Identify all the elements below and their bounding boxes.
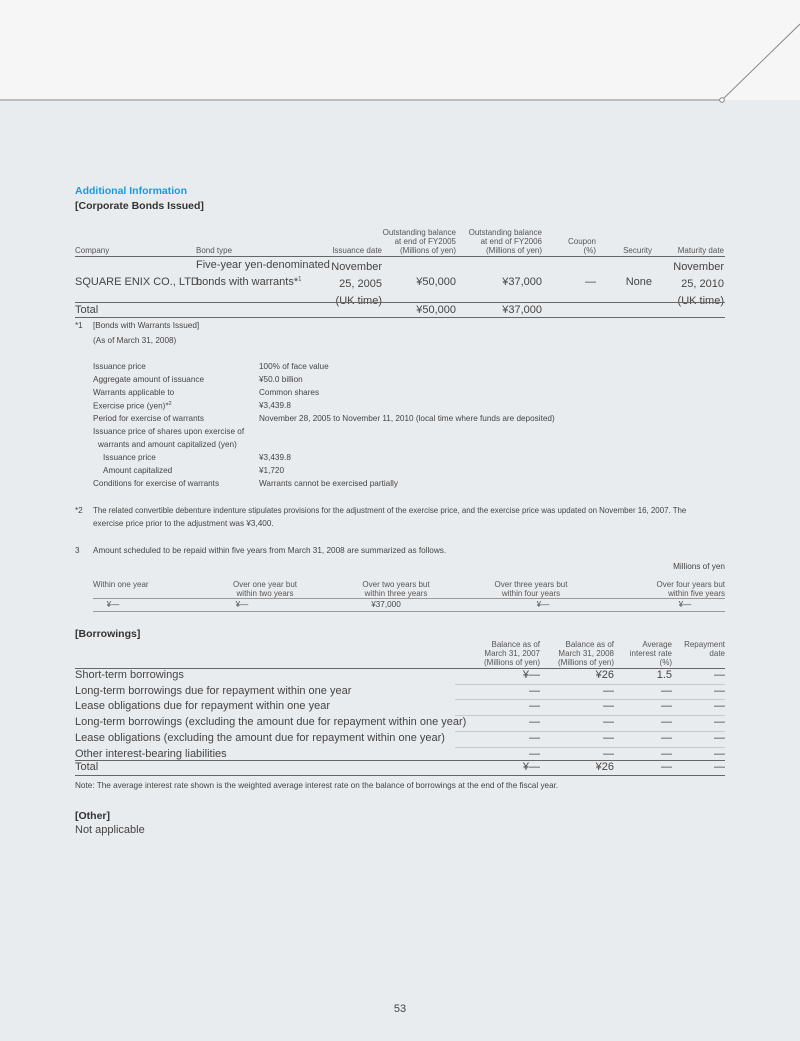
borrowings-repayment-date: — xyxy=(714,684,725,697)
table-rule xyxy=(75,775,725,776)
borrowings-repayment-date: — xyxy=(714,716,725,729)
borrowings-balance-2008: — xyxy=(603,747,614,760)
bond-maturity-date: November 25, 2010 (UK time) xyxy=(673,261,724,307)
borrowings-row-label: Long-term borrowings due for repayment within one year xyxy=(75,684,352,697)
borrowings-interest-rate: — xyxy=(661,684,672,697)
borrowings-row-label: Lease obligations (excluding the amount due for repayment within one year) xyxy=(75,731,445,744)
bond-type-line1: Five-year yen-denominated xyxy=(196,259,330,271)
note1-label: Exercise price (yen)*$^2$ xyxy=(93,401,172,411)
borrowings-row-label: Lease obligations due for repayment within one year xyxy=(75,700,330,713)
note1-value: ¥1,720 xyxy=(259,466,285,475)
repay-header: Over four years but within five years xyxy=(656,580,725,598)
note1-label: warrants and amount capitalized (yen) xyxy=(98,440,237,449)
repay-value: ¥— xyxy=(235,600,249,609)
bond-total-fy2006: ¥37,000 xyxy=(502,304,542,316)
bond-security: None xyxy=(625,276,652,288)
page-number: 53 xyxy=(393,1003,407,1015)
repay-header: Over three years but within four years xyxy=(494,580,568,598)
table-rule xyxy=(75,302,725,303)
borrowings-balance-2008: — xyxy=(603,700,614,713)
table-rule xyxy=(93,598,725,599)
note2-marker: *2 xyxy=(75,506,83,515)
note1-asof: (As of March 31, 2008) xyxy=(93,336,177,345)
bond-coupon: — xyxy=(585,276,596,288)
borrowings-balance-2007: ¥— xyxy=(522,669,540,681)
header-outstanding-fy2005: Outstanding balance at end of FY2005 (Millions of yen) xyxy=(382,228,456,255)
note1-label: Issuance price xyxy=(93,362,146,371)
borrowings-balance-2008: — xyxy=(603,684,614,697)
header-balance-2008: Balance as of March 31, 2008 (Millions of yen) xyxy=(557,640,614,667)
header-balance-2007: Balance as of March 31, 2007 (Millions of yen) xyxy=(483,640,540,667)
borrowings-row-label: Long-term borrowings (excluding the amount due for repayment within one year) xyxy=(75,716,467,729)
repay-header: Over two years but within three years xyxy=(362,580,430,598)
bond-company: SQUARE ENIX CO., LTD. xyxy=(75,276,202,288)
borrowings-balance-2007: — xyxy=(529,716,540,729)
borrowings-repayment-date: — xyxy=(714,747,725,760)
borrowings-interest-rate: 1.5 xyxy=(656,669,672,681)
bond-fy2005: ¥50,000 xyxy=(416,276,456,288)
header-outstanding-fy2006: Outstanding balance at end of FY2006 (Millions of yen) xyxy=(468,228,542,255)
note3-marker: 3 xyxy=(75,546,80,555)
bond-fy2006: ¥37,000 xyxy=(502,276,542,288)
borrowings-repayment-date: — xyxy=(714,700,725,713)
repay-header: Within one year xyxy=(93,580,149,589)
note1-value: Common shares xyxy=(259,388,320,397)
note1-value: 100% of face value xyxy=(259,362,329,371)
borrowings-balance-2007: — xyxy=(529,684,540,697)
header-bond-type: Bond type xyxy=(196,246,233,255)
borrowings-total-repay: — xyxy=(714,761,725,773)
note1-marker: *1 xyxy=(75,321,83,330)
borrowings-title: [Borrowings] xyxy=(75,628,141,640)
borrowings-repayment-date: — xyxy=(714,669,725,681)
repay-value: ¥— xyxy=(536,600,550,609)
other-text: Not applicable xyxy=(75,824,145,836)
note1-label: Amount capitalized xyxy=(103,466,173,475)
note1-value: ¥50.0 billion xyxy=(259,375,303,384)
header-repayment-date: Repayment date xyxy=(684,640,725,658)
borrowings-row-label: Other interest-bearing liabilities xyxy=(75,747,227,760)
note2-line1: The related convertible debenture indenture stipulates provisions for the adjustment of the exercise price, and the exercise price was updated on November 16, 2007. The xyxy=(93,506,687,515)
borrowings-balance-2007: — xyxy=(529,747,540,760)
note1-value: ¥3,439.8 xyxy=(259,401,291,410)
table-rule xyxy=(93,611,725,612)
repay-value: ¥— xyxy=(106,600,120,609)
borrowings-total-2007: ¥— xyxy=(522,761,540,773)
note1-label: Period for exercise of warrants xyxy=(93,414,205,423)
repay-value: ¥— xyxy=(678,600,692,609)
table-rule xyxy=(75,256,725,257)
note1-title: [Bonds with Warrants Issued] xyxy=(93,321,200,330)
bond-total-label: Total xyxy=(75,304,99,316)
header-interest-rate: Average interest rate (%) xyxy=(629,640,672,667)
bond-issuance-date: November 25, 2005 (UK time) xyxy=(331,261,382,307)
note1-label: Issuance price of shares upon exercise of xyxy=(93,427,245,436)
header-corner-line xyxy=(0,0,800,110)
header-security: Security xyxy=(623,246,652,255)
other-title: [Other] xyxy=(75,810,110,822)
note1-label: Conditions for exercise of warrants xyxy=(93,479,220,488)
header-coupon: Coupon (%) xyxy=(567,237,596,255)
borrowings-interest-rate: — xyxy=(661,700,672,713)
section-subtitle: [Corporate Bonds Issued] xyxy=(75,200,204,212)
note1-label: Aggregate amount of issuance xyxy=(93,375,205,384)
note2-line2: exercise price prior to the adjustment was ¥3,400. xyxy=(93,519,274,528)
repay-header: Over one year but within two years xyxy=(232,580,298,598)
borrowings-total-rate: — xyxy=(661,761,672,773)
note3-unit: Millions of yen xyxy=(673,562,725,571)
borrowings-interest-rate: — xyxy=(661,716,672,729)
header-company: Company xyxy=(75,246,110,255)
note1-value: ¥3,439.8 xyxy=(259,453,291,462)
borrowings-balance-2008: — xyxy=(603,716,614,729)
borrowings-balance-2008: ¥26 xyxy=(595,669,614,681)
note1-value: November 28, 2005 to November 11, 2010 (local time where funds are deposited) xyxy=(259,414,555,423)
header-issuance-date: Issuance date xyxy=(332,246,382,255)
borrowings-interest-rate: — xyxy=(661,731,672,744)
borrowings-note: Note: The average interest rate shown is the weighted average interest rate on the balance of borrowings at the end of the fiscal year. xyxy=(75,781,559,790)
borrowings-interest-rate: — xyxy=(661,747,672,760)
borrowings-repayment-date: — xyxy=(714,731,725,744)
header-maturity-date: Maturity date xyxy=(677,246,724,255)
borrowings-total-label: Total xyxy=(75,761,99,773)
borrowings-balance-2007: — xyxy=(529,731,540,744)
borrowings-total-2008: ¥26 xyxy=(595,761,614,773)
borrowings-row-label: Short-term borrowings xyxy=(75,669,184,681)
section-title: Additional Information xyxy=(75,185,187,197)
note1-label: Warrants applicable to xyxy=(93,388,175,397)
note1-label: Issuance price xyxy=(103,453,156,462)
borrowings-balance-2007: — xyxy=(529,700,540,713)
borrowings-balance-2008: — xyxy=(603,731,614,744)
table-rule xyxy=(75,317,725,318)
bond-total-fy2005: ¥50,000 xyxy=(416,304,456,316)
note1-value: Warrants cannot be exercised partially xyxy=(259,479,398,488)
note3-text: Amount scheduled to be repaid within five years from March 31, 2008 are summarized as follows. xyxy=(93,546,447,555)
bond-type-line2: bonds with warrants*$^1$ xyxy=(196,276,302,288)
repay-value: ¥37,000 xyxy=(371,600,401,609)
